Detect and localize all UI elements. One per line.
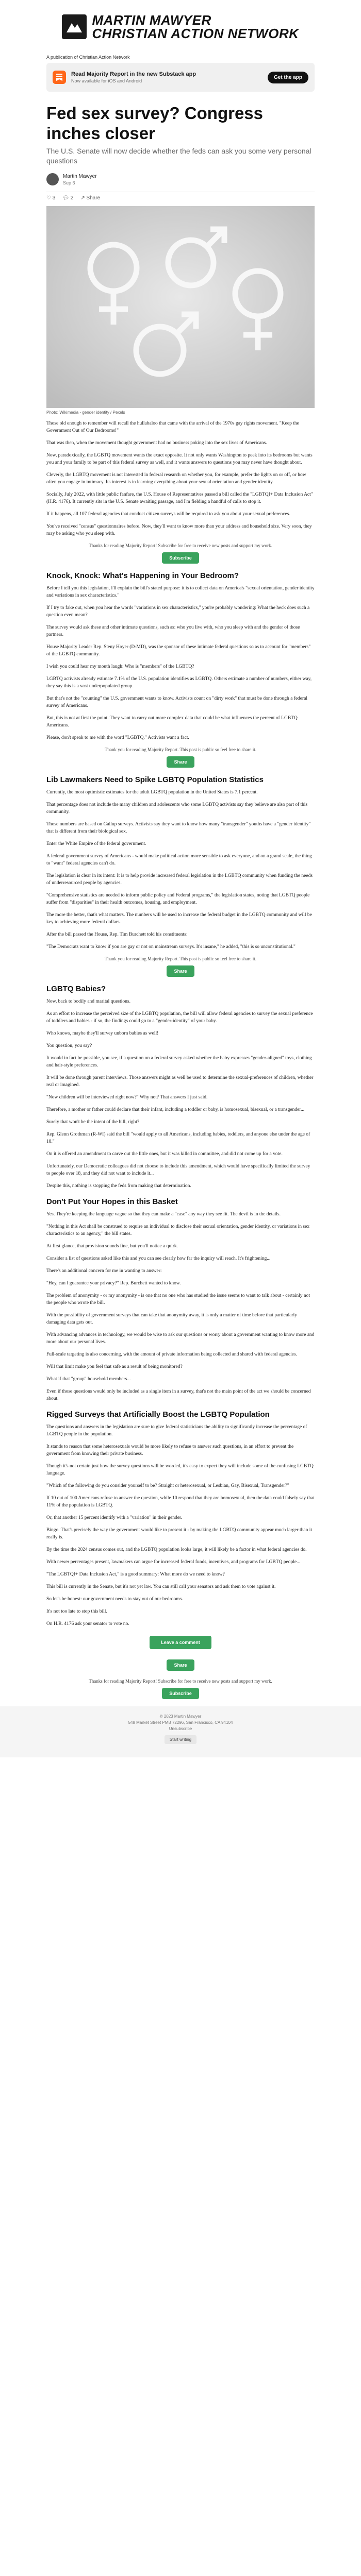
paragraph: It would in fact be possible, you see, if a question on a federal survey asked whether the baby expresses "gender-aligned" toys, clothing and hair-style preferences.	[46, 1056, 312, 1068]
paragraph: "The LGBTQI+ Data Inclusion Act," is a good summary: What more do we need to know?	[46, 1572, 225, 1577]
avatar[interactable]	[46, 173, 59, 185]
paragraph: Enter the White Empire of the federal government.	[46, 841, 146, 846]
paragraph: With advancing advances in technology, we would be wise to ask our questions or worry about a government wanting to know more and more about our personal lives.	[46, 1332, 315, 1345]
paragraph: It stands to reason that some heterosexuals would be more likely to refuse to answer such questions, in an effort to prevent the government from knowing their private business.	[46, 1444, 294, 1456]
paragraph: "Now children will be interviewed right now?" Why not? That answers I just said.	[46, 1095, 208, 1100]
paragraph: "Comprehensive statistics are needed to inform public policy and Federal programs," the legislation states, noting that LGBTQ people suffer from "disparities" in their health outcomes, housing, and employment.	[46, 893, 310, 905]
paragraph: It will be done through parent interviews. Those answers might as well be used to determine the sexual-preferences of children, whether real or imagined.	[46, 1075, 314, 1088]
subscribe-cta	[46, 543, 315, 564]
article-subtitle: The U.S. Senate will now decide whether the feds can ask you some very personal questions	[46, 147, 311, 165]
comment-cta	[46, 1633, 315, 1649]
paragraph: I wish you could hear my mouth laugh: Who is "members" of the LGBTQ?	[46, 664, 194, 669]
brand-line-1: MARTIN MAWYER	[92, 12, 211, 28]
paragraph: But, this is not at first the point. They want to carry out more complex data that could be what influences the percent of LGBTQ Americans.	[46, 716, 298, 728]
unsubscribe-link[interactable]: Unsubscribe	[169, 1726, 192, 1731]
subscribe-button[interactable]: Subscribe	[162, 1688, 199, 1699]
share-button[interactable]: Share	[167, 965, 194, 977]
knock-section	[46, 585, 315, 741]
paragraph: This bill is currently in the Senate, but it's not yet law. You can still call your senators and ask them to vote against it.	[46, 1584, 276, 1589]
paragraph: "Hey, can I guarantee your privacy?" Rep. Burchett wanted to know.	[46, 1281, 181, 1286]
tagline: A publication of Christian Action Network	[46, 55, 130, 60]
paragraph: If I try to fake out, when you hear the words "variations in sex characteristics," you're probably wondering: What the heck does such a question even mean?	[46, 605, 310, 618]
get-app-button[interactable]: Get the app	[268, 72, 308, 83]
paragraph: Who knows, maybe they'll survey unborn babies as well!	[46, 1031, 159, 1036]
paragraph: The survey would ask these and other intimate questions, such as: who you live with, who you sleep with and the gender of those partners.	[46, 625, 300, 637]
share-action[interactable]	[80, 195, 100, 201]
paragraph: Despite this, nothing is stopping the feds from making that determination.	[46, 1183, 191, 1189]
paragraph: Those old enough to remember will recall the hullabaloo that came with the arrival of the 1970s gay rights movement. "Keep the Government Out of Our Bedrooms!"	[46, 421, 299, 433]
section-heading: LGBTQ Babies?	[46, 985, 106, 993]
paragraph: Please, don't speak to me with the word "LGBTQ." Activists want a fact.	[46, 735, 189, 740]
paragraph: Currently, the most optimistic estimates for the adult LGBTQ population in the United States is 7.1 percent.	[46, 790, 258, 795]
paragraph: LGBTQ activists already estimate 7.1% of the U.S. population identifies as LGBTQ. Others estimate a number of numbers, either way, they say this is a vast underpopulated group.	[46, 676, 312, 689]
paragraph: Even if those questions would only be included as a single item in a survey, that's not the main point of the act we should be concerned about.	[46, 1389, 311, 1401]
paragraph: Now, paradoxically, the LGBTQ movement wants the exact opposite. It not only wants Washington to peek into its bedrooms but wants you and your family to be part of this federal survey as well, and it wants answers to questions you may never have thought about.	[46, 453, 313, 465]
paragraph: A federal government survey of Americans - would make political action more sensible to ask everyone, and on a grand scale, the thing to "want" federal agencies can't do.	[46, 854, 312, 866]
paragraph: On H.R. 4176 ask your senator to vote no.	[46, 1621, 129, 1626]
comment-button[interactable]	[62, 195, 73, 201]
brand-line-2: CHRISTIAN ACTION NETWORK	[92, 26, 299, 41]
paragraph: The more the better, that's what matters. The numbers will be used to increase the federal budget in the LGBTQ community and will be key to achieving more federal dollars.	[46, 912, 312, 925]
section-heading: Don't Put Your Hopes in this Basket	[46, 1197, 178, 1206]
paragraph: Therefore, a mother or father could declare that their infant, including a toddler or baby, is homosexual, bisexual, or a transgender...	[46, 1107, 305, 1112]
hero-image[interactable]	[46, 206, 315, 408]
paragraph: At first glance, that provision sounds fine, but you'll notice a quirk.	[46, 1244, 178, 1249]
paragraph: Yes. They're keeping the language vague so that they can make a "case" any way they see fit. The devil is in the details.	[46, 1212, 281, 1217]
lib-section	[46, 789, 315, 951]
paragraph: There's an additional concern for me in wanting to answer:	[46, 1268, 162, 1274]
share-cta-bottom	[46, 1656, 315, 1671]
paragraph: Unfortunately, our Democratic colleagues did not choose to include this amendment, which would have specifically limited the survey to people over 18, and they did not want to include it...	[46, 1164, 310, 1176]
paragraph: If it happens, all 107 federal agencies that conduct citizen surveys will be required to ask you about your sexual preferences.	[46, 512, 290, 517]
paragraph: Socially, July 2022, with little public fanfare, the U.S. House of Representatives passed a bill called the "LGBTQI+ Data Inclusion Act" (H.R. 4176). It currently sits in the U.S. Senate awaiting passage, and I'm fielding a handful of calls to stop it.	[46, 492, 313, 504]
paragraph: "Nothing in this Act shall be construed to require an individual to disclose their sexual orientation, gender identity, or variations in sex characteristics to an agency," the bill states.	[46, 1224, 310, 1236]
article-title[interactable]: Fed sex survey? Congress inches closer	[46, 104, 264, 143]
paragraph: Now, back to bodily and marital questions.	[46, 999, 130, 1004]
subscribe-note: Thanks for reading Majority Report! Subscribe for free to receive new posts and support my work.	[89, 1679, 272, 1684]
babies-section	[46, 998, 315, 1190]
author-row	[46, 173, 315, 185]
like-button[interactable]	[46, 195, 55, 201]
paragraph: The problem of anonymity - or my anonymity - is one that no one who has studied the issue seems to want to talk about - certainly not the people who wrote the bill.	[46, 1293, 310, 1306]
app-banner-title: Read Majority Report in the new Substack app	[71, 71, 196, 77]
paragraph: You've received "census" questionnaires before. Now, they'll want to know more than your address and household size. Very soon, they may be asking who you sleep with.	[46, 524, 312, 536]
gender-symbols-illustration	[46, 206, 315, 408]
footer-address: 548 Market Street PMB 72296, San Francisco, CA 94104	[128, 1720, 233, 1725]
paragraph: You question, you say?	[46, 1043, 92, 1048]
paragraph: By the time the 2024 census comes out, and the LGBTQ population looks large, it will likely be a factor in what federal agencies do.	[46, 1547, 307, 1552]
comment-icon: 💬︎	[62, 195, 71, 201]
paragraph: Bingo. That's precisely the way the government would like to present it - by making the LGBTQ community appear much larger than it really is.	[46, 1528, 313, 1540]
hopes-section	[46, 1211, 315, 1402]
paragraph: Cleverly, the LGBTQ movement is not interested in federal research on whether you, for example, prefer the lights on or off, or how often you engage in intimacy. Its interest is in learning everything about your sexual orientation and gender identity.	[46, 472, 306, 485]
subscribe-cta-bottom	[46, 1678, 315, 1699]
paragraph: It's not too late to stop this bill.	[46, 1609, 107, 1614]
share-cta	[46, 747, 315, 768]
paragraph: "The Democrats want to know if you are gay or not on mainstream surveys. It's insane," he added, "this is so unconstitutional."	[46, 944, 296, 950]
paragraph: The questions and answers in the legislation are sure to give federal statisticians the ability to significantly increase the percentage of LGBTQ people in the population.	[46, 1425, 307, 1437]
section-heading: Knock, Knock: What's Happening in Your Bedroom?	[46, 571, 239, 580]
section-heading: Lib Lawmakers Need to Spike LGBTQ Population Statistics	[46, 775, 264, 784]
share-button[interactable]: Share	[167, 756, 194, 768]
paragraph: Rep. Glenn Grothman (R-WI) said the bill "would apply to all Americans, including babies, toddlers, and anyone else under the age of 18."	[46, 1132, 310, 1144]
paragraph: Will that limit make you feel that safe as a result of being monitored?	[46, 1364, 183, 1369]
paragraph: Before I tell you this legislation, I'll explain the bill's stated purpose: it is to collect data on America's "sexual orientation, gender identity and variations in sex characteristics."	[46, 586, 315, 598]
paragraph: Full-scale targeting is also concerning, with the amount of private information being collected and shared with federal agencies.	[46, 1352, 298, 1357]
subscribe-note: Thanks for reading Majority Report! Subscribe for free to receive new posts and support my work.	[89, 543, 272, 548]
bookmark-icon	[56, 73, 63, 81]
share-note: Thank you for reading Majority Report. This post is public so feel free to share it.	[104, 956, 257, 961]
paragraph: On it is offered an amendment to carve out the little ones, but it was killed in committee, and did not come up for a vote.	[46, 1151, 283, 1157]
share-cta	[46, 956, 315, 977]
app-banner-subtitle: Now available for iOS and Android	[71, 78, 142, 83]
share-button[interactable]: Share	[167, 1659, 194, 1671]
paragraph: Surely that won't be the intent of the bill, right?	[46, 1120, 140, 1125]
rigged-section	[46, 1423, 315, 1628]
post-actions	[46, 195, 315, 201]
paragraph: The legislation is clear in its intent: It is to help provide increased federal legislation in the LGBTQ community when funding the needs of underresourced people by agencies.	[46, 873, 313, 886]
post-date: Sep 6	[63, 180, 75, 185]
paragraph: That was then, when the movement thought government had no business poking into the sex lives of Americans.	[46, 440, 267, 446]
paragraph: With the possibility of government surveys that can take that anonymity away, it is only a matter of time before that particularly damaging data gets out.	[46, 1313, 298, 1325]
author-name[interactable]: Martin Mawyer	[63, 173, 97, 179]
intro-section	[46, 420, 315, 537]
paragraph: If 10 out of 100 Americans refuse to answer the question, while 10 respond that they are homosexual, then the data could falsely say that 11% of the population is LGBTQ.	[46, 1496, 315, 1508]
start-writing-button[interactable]: Start writing	[165, 1735, 196, 1744]
image-caption: Photo: Wikimedia - gender identity / Pexels	[46, 410, 125, 415]
paragraph: "Which of the following do you consider yourself to be? Straight or heterosexual, or Lesbian, Gay, Bisexual, Transgender?"	[46, 1483, 289, 1488]
logo	[62, 14, 87, 39]
heart-icon: ♡	[46, 195, 53, 201]
comment-count: 2	[70, 195, 74, 201]
mountain-icon	[65, 18, 83, 36]
substack-app-icon	[53, 71, 66, 84]
share-icon: ↗	[80, 195, 87, 201]
paragraph: Consider a list of questions asked like this and you can see clearly how far the inquiry will reach. It's frightening...	[46, 1256, 271, 1261]
share-note: Thank you for reading Majority Report. This post is public so feel free to share it.	[104, 747, 257, 752]
leave-comment-button[interactable]: Leave a comment	[150, 1636, 211, 1649]
paragraph: What if that "group" household members...	[46, 1377, 131, 1382]
paragraph: That percentage does not include the many children and adolescents who some LGBTQ activists say they believe are also part of this community.	[46, 802, 308, 815]
paragraph: Or, that another 15 percent identify with a "variation" in their gender.	[46, 1515, 182, 1520]
footer	[0, 1706, 361, 1757]
share-label: Share	[86, 195, 101, 201]
paragraph: But that's not the "counting" the U.S. government wants to know. Activists count on "dirty work" that must be done through a federal survey of Americans.	[46, 696, 308, 708]
paragraph: House Majority Leader Rep. Steny Hoyer (D-MD), was the sponsor of these intimate federal questions so as to account for "members" of the LGBTQ community.	[46, 645, 311, 657]
paragraph: After the bill passed the House, Rep. Tim Burchett told his constituents:	[46, 932, 188, 937]
content-column	[46, 0, 315, 1699]
paragraph: Those numbers are based on Gallup surveys. Activists say they want to know how many "transgender" youths have a "gender identity" that is different from their biological sex.	[46, 822, 311, 834]
paragraph: As an effort to increase the perceived size of the LGBTQ population, the bill will allow federal agencies to survey the sexual preference of toddlers and babies - if so, the findings could go to a "gender-identity" of your baby.	[46, 1011, 313, 1024]
section-heading: Rigged Surveys that Artificially Boost the LGBTQ Population	[46, 1410, 270, 1419]
paragraph: So let's be honest: our government needs to stay out of our bedrooms.	[46, 1597, 183, 1602]
app-banner[interactable]	[46, 63, 315, 92]
subscribe-button[interactable]: Subscribe	[162, 552, 199, 564]
like-count: 3	[52, 195, 56, 201]
paragraph: Though it's not certain just how the survey questions will be worded, it's easy to expect they will include some of the confusing LGBTQ language.	[46, 1464, 314, 1476]
masthead[interactable]	[46, 0, 315, 54]
footer-copyright: © 2023 Martin Mawyer	[159, 1714, 202, 1719]
paragraph: With newer percentages present, lawmakers can argue for increased federal funds, incentives, and programs for LGBTQ people...	[46, 1560, 301, 1565]
